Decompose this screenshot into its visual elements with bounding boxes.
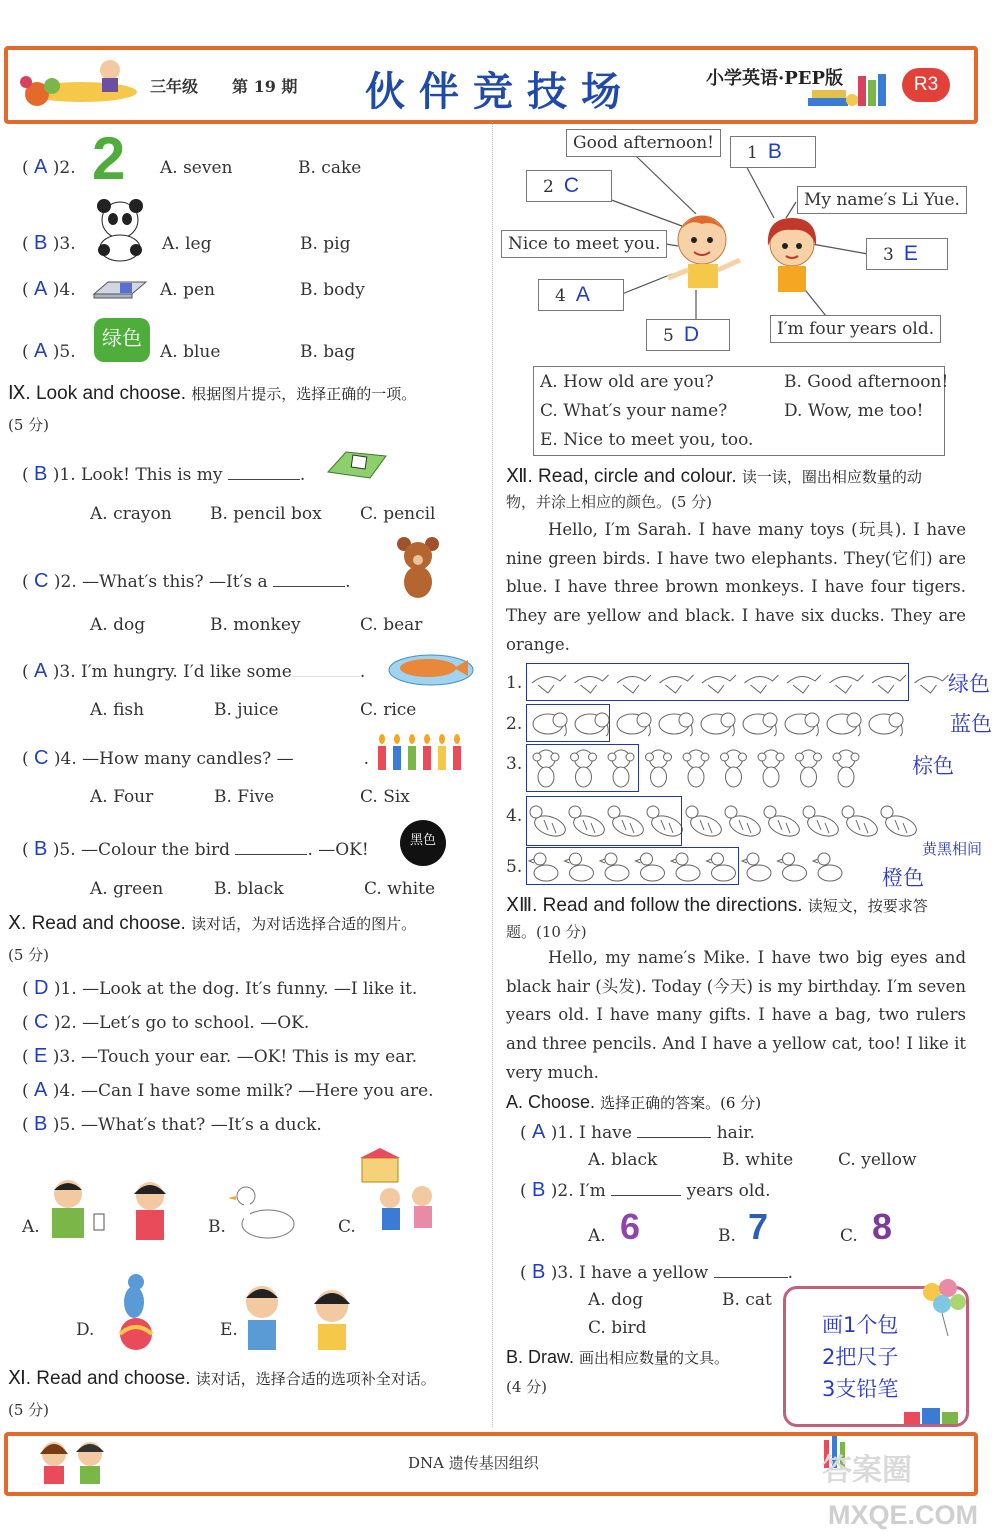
two-kids-icon [236, 1282, 364, 1354]
section-11-title: Ⅺ. Read and choose. 读对话，选择合适的选项补全对话。 [8, 1368, 436, 1389]
option-b: B. [718, 1226, 736, 1246]
grade-label: 三年级 [150, 77, 199, 96]
page-badge: R3 [902, 68, 950, 102]
green-label-icon: 绿色 [94, 318, 150, 362]
kids-school-icon [356, 1148, 446, 1248]
option-b: B. cake [298, 158, 362, 178]
question-9-5: ( B )5. —Colour the bird . —OK! [22, 838, 369, 860]
option-b: B. juice [214, 700, 279, 720]
color-label: 黄黑相间 [922, 840, 983, 858]
monkey-icon [758, 750, 784, 787]
question-10-5: ( B )5. —What′s that? —It′s a duck. [22, 1113, 322, 1135]
duck-icon [813, 853, 842, 881]
list-item: ( A )5. [22, 340, 76, 362]
candles-icon [376, 734, 468, 772]
answer-box-5: 5 D [646, 319, 730, 351]
question-13-2: ( B )2. I′m years old. [520, 1179, 771, 1201]
option-a: A. dog [90, 615, 146, 635]
option-a: A. [588, 1226, 606, 1246]
watermark-bottom: MXQE.COM [828, 1500, 979, 1530]
dialog-option-d: D. Wow, me too! [784, 401, 924, 421]
column-divider [492, 122, 493, 1427]
option-b: B. pencil box [210, 504, 322, 524]
list-item: ( A )2. [22, 156, 76, 178]
color-label: 蓝色 [950, 712, 992, 736]
section-11-points: (5 分) [8, 1401, 50, 1419]
option-a: A. seven [160, 158, 233, 178]
option-c: C. bird [588, 1318, 647, 1338]
kids-milk-icon [46, 1176, 176, 1248]
answer-box-3: 3 E [866, 238, 948, 270]
circle-box [526, 796, 682, 846]
question-10-1: ( D )1. —Look at the dog. It′s funny. —I like it. [22, 977, 418, 999]
eraser-icon [90, 278, 148, 300]
dialog-option-b: B. Good afternoon! [784, 372, 949, 392]
dialog-option-a: A. How old are you? [540, 372, 714, 392]
circle-box [526, 744, 639, 792]
animal-row-number: 5. [506, 857, 523, 877]
option-a: A. fish [90, 700, 145, 720]
monkey-icon [683, 750, 709, 787]
section-12-passage: Hello, I′m Sarah. I have many toys (玩具). I have nine green birds. I have two elephants. They(它们) are blue. I have three brown monkeys. I have four tigers. They are yellow and black. I have six ducks. They are orange. [506, 520, 966, 654]
duck-icon [778, 853, 807, 881]
question-9-4: ( C )4. —How many candles? — . [22, 747, 370, 769]
bubble-good-afternoon: Good afternoon! [566, 129, 721, 157]
footer-text: DNA 遗传基因组织 [408, 1454, 539, 1472]
footer-kids-icon [34, 1436, 114, 1486]
option-b: B. white [722, 1150, 794, 1170]
bubble-nice-to-meet: Nice to meet you. [501, 230, 667, 258]
option-c: C. [840, 1226, 858, 1246]
list-item: ( A )4. [22, 278, 76, 300]
draw-instruction-2: 2把尺子 [822, 1345, 899, 1369]
animal-row-number: 1. [506, 673, 523, 693]
option-a: A. green [90, 879, 164, 899]
section-12-subtitle: 物，并涂上相应的颜色。(5 分) [506, 493, 713, 511]
picture-label-c: C. [338, 1217, 356, 1237]
duck-icon [742, 853, 771, 881]
section-10-title: Ⅹ. Read and choose. 读对话，为对话选择合适的图片。 [8, 913, 417, 934]
question-9-1: ( B )1. Look! This is my . [22, 463, 306, 485]
tiger-icon [881, 806, 919, 840]
watermark-top: 答案圈 [822, 1454, 912, 1487]
pencil-box-icon [326, 446, 388, 486]
question-13-3: ( B )3. I have a yellow . [520, 1261, 794, 1283]
dialog-option-c: C. What′s your name? [540, 401, 728, 421]
elephant-icon [785, 713, 819, 736]
picture-label-d: D. [76, 1320, 95, 1340]
header-kid-on-plane-icon [12, 52, 142, 114]
question-9-2: ( C )2. —What′s this? —It′s a . [22, 570, 351, 592]
option-b: B. monkey [210, 615, 301, 635]
section-12-title: Ⅻ. Read, circle and colour. 读一读，圈出相应数量的动 [506, 466, 922, 487]
section-10-points: (5 分) [8, 946, 50, 964]
monkey-icon [833, 750, 859, 787]
section-9-title: Ⅸ. Look and choose. 根据图片提示，选择正确的一项。 [8, 383, 417, 404]
section-13-subtitle: 题。(10 分) [506, 923, 587, 941]
option-a: A. dog [588, 1290, 644, 1310]
animal-row-number: 4. [506, 806, 523, 826]
option-a: A. pen [160, 280, 215, 300]
option-a: A. blue [160, 342, 221, 362]
digit-seven-icon: 7 [748, 1206, 769, 1247]
answer-box-4: 4 A [538, 279, 624, 311]
elephant-icon [869, 713, 903, 736]
dog-ball-icon [108, 1270, 164, 1350]
elephant-icon [701, 713, 735, 736]
monkey-icon [721, 750, 747, 787]
monkey-icon [646, 750, 672, 787]
option-a: A. Four [90, 787, 154, 807]
option-b: B. bag [300, 342, 356, 362]
color-label: 橙色 [882, 866, 924, 890]
black-color-badge: 黑色 [400, 820, 446, 866]
duck-icon [234, 1184, 298, 1244]
section-9-points: (5 分) [8, 416, 50, 434]
dialog-option-e: E. Nice to meet you, too. [540, 430, 754, 450]
question-9-3: ( A )3. I′m hungry. I′d like some . [22, 660, 366, 682]
part-b-points: (4 分) [506, 1378, 548, 1396]
option-c: C. bear [360, 615, 423, 635]
option-b: B. Five [214, 787, 275, 807]
section-13-passage: Hello, my name′s Mike. I have two big eyes and black hair (头发). Today (今天) is my birthday. I′m seven years old. I have many gifts. I have a bag, two rulers and three pencils. And I have a yellow cat, too! I like it very much. [506, 948, 966, 1082]
girl-cartoon-icon [758, 212, 828, 298]
page-title: 伙伴竞技场 [365, 68, 635, 115]
tiger-icon [764, 806, 802, 840]
option-a: A. black [588, 1150, 658, 1170]
gift-boxes-icon [902, 1404, 968, 1426]
animal-row-number: 2. [506, 714, 523, 734]
question-10-3: ( E )3. —Touch your ear. —OK! This is my ear. [22, 1045, 417, 1067]
option-a: A. leg [162, 234, 212, 254]
option-c: C. pencil [360, 504, 436, 524]
answer-box-2: 2 C [526, 170, 612, 202]
balloons-icon [918, 1278, 968, 1338]
option-c: C. rice [360, 700, 417, 720]
bubble-four-years: I′m four years old. [770, 315, 941, 343]
part-b-title: B. Draw. 画出相应数量的文具。 [506, 1347, 730, 1367]
circle-box [526, 847, 739, 885]
option-a: A. crayon [90, 504, 172, 524]
elephant-icon [743, 713, 777, 736]
books-icon [808, 72, 900, 112]
boy-cartoon-icon [664, 206, 748, 296]
tiger-icon [686, 806, 724, 840]
digit-eight-icon: 8 [872, 1206, 893, 1247]
subject-label: 小学英语·PEP版 [706, 68, 844, 89]
digit-six-icon: 6 [620, 1206, 641, 1247]
tiger-icon [803, 806, 841, 840]
draw-instruction-3: 3支铅笔 [822, 1377, 899, 1401]
bird-icon [915, 675, 949, 693]
color-label: 绿色 [948, 672, 990, 696]
number-two-icon: 2 [92, 125, 126, 192]
option-c: C. yellow [838, 1150, 917, 1170]
panda-icon [90, 198, 150, 262]
option-b: B. pig [300, 234, 351, 254]
option-b: B. body [300, 280, 365, 300]
picture-label-a: A. [22, 1217, 40, 1237]
circle-box [526, 704, 610, 742]
issue-label: 第 19 期 [232, 77, 298, 96]
section-13-title: ⅩⅢ. Read and follow the directions. 读短文，按要求答 [506, 895, 928, 916]
question-10-4: ( A )4. —Can I have some milk? —Here you are. [22, 1079, 434, 1101]
question-13-1: ( A )1. I have hair. [520, 1121, 755, 1143]
answer-box-1: 1 B [730, 136, 816, 168]
picture-label-b: B. [208, 1217, 226, 1237]
option-c: C. white [364, 879, 436, 899]
color-label: 棕色 [912, 754, 954, 778]
elephant-icon [827, 713, 861, 736]
option-c: C. Six [360, 787, 410, 807]
bear-icon [390, 536, 446, 600]
circle-box [526, 663, 909, 701]
bubble-my-name: My name′s Li Yue. [797, 186, 967, 214]
list-item: ( B )3. [22, 232, 76, 254]
elephant-icon [617, 713, 651, 736]
picture-label-e: E. [220, 1320, 238, 1340]
fish-plate-icon [388, 648, 474, 686]
part-a-title: A. Choose. 选择正确的答案。(6 分) [506, 1092, 762, 1112]
elephant-icon [659, 713, 693, 736]
question-10-2: ( C )2. —Let′s go to school. —OK. [22, 1011, 310, 1033]
draw-instruction-1: 画1个包 [822, 1313, 899, 1337]
tiger-icon [725, 806, 763, 840]
option-b: B. black [214, 879, 284, 899]
tiger-icon [842, 806, 880, 840]
monkey-icon [796, 750, 822, 787]
animal-row-number: 3. [506, 754, 523, 774]
option-b: B. cat [722, 1290, 772, 1310]
